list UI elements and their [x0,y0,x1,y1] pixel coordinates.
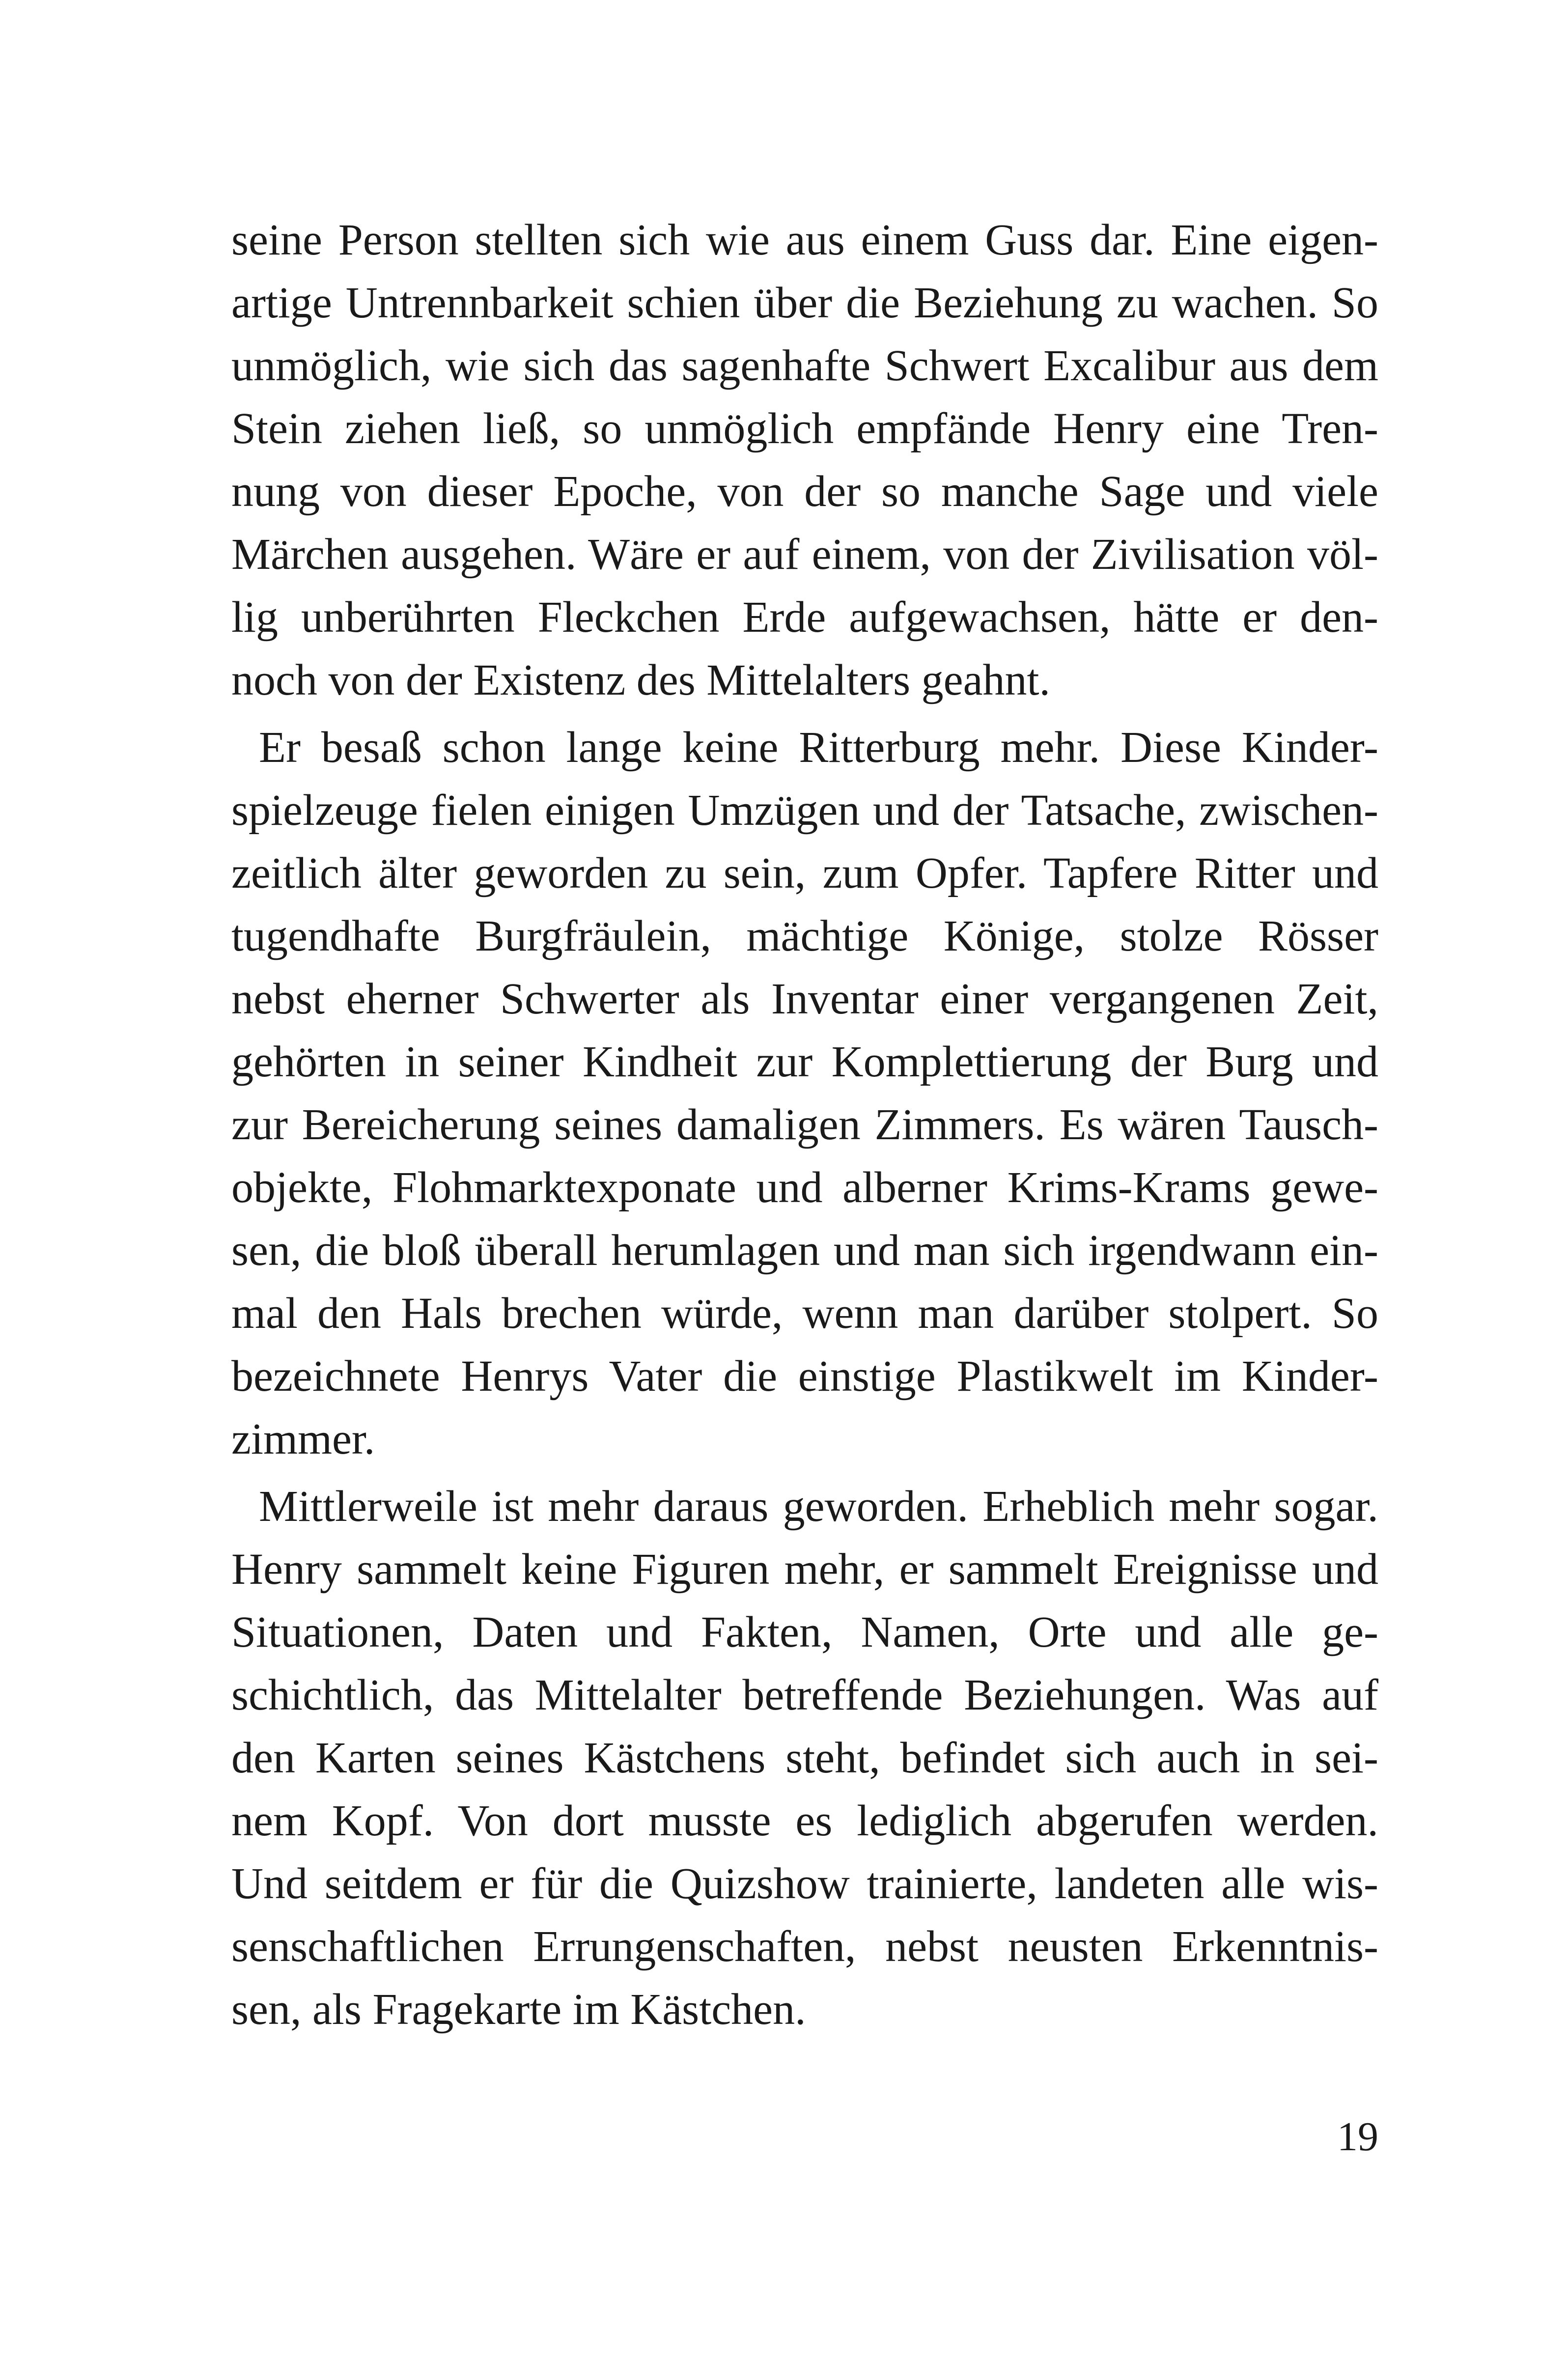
text-line: sen, als Fragekarte im Kästchen. [231,1985,806,2034]
text-line: artige Untrennbarkeit schien über die Beziehung zu wachen. So [231,279,1378,327]
text-line: zimmer. [231,1415,375,1463]
text-line: Mittlerweile ist mehr daraus geworden. Erheblich mehr sogar. [259,1482,1378,1531]
text-line: Märchen ausgehen. Wäre er auf einem, von der Zivilisation völ- [231,530,1378,579]
text-line: senschaftlichen Errungenschaften, nebst neusten Erkenntnis- [231,1922,1378,1971]
text-line: Er besaß schon lange keine Ritterburg mehr. Diese Kinder- [259,723,1378,772]
text-line: nung von dieser Epoche, von der so manche Sage und viele [231,467,1378,516]
text-line: objekte, Flohmarktexponate und alberner Krims-Krams gewe- [231,1163,1378,1212]
text-line: Situationen, Daten und Fakten, Namen, Orte und alle ge- [231,1608,1378,1656]
text-line: Und seitdem er für die Quizshow trainierte, landeten alle wis- [231,1859,1378,1908]
paragraph-spacer [231,712,1378,716]
text-line: zur Bereicherung seines damaligen Zimmers. Es wären Tausch- [231,1100,1378,1149]
text-line: noch von der Existenz des Mittelalters geahnt. [231,656,1051,704]
paragraph-spacer [231,1471,1378,1475]
text-line: unmöglich, wie sich das sagenhafte Schwert Excalibur aus dem [231,341,1378,390]
text-line: spielzeuge fielen einigen Umzügen und der Tatsache, zwischen- [231,786,1378,835]
text-line: nebst eherner Schwerter als Inventar einer vergangenen Zeit, [231,975,1378,1023]
paragraph-2 [231,716,1378,1471]
text-line: sen, die bloß überall herumlagen und man sich irgendwann ein- [231,1226,1378,1275]
body-text [231,209,1378,2041]
text-line: den Karten seines Kästchens steht, befindet sich auch in sei- [231,1734,1378,1782]
text-line: zeitlich älter geworden zu sein, zum Opfer. Tapfere Ritter und [231,849,1378,898]
text-line: tugendhafte Burgfräulein, mächtige Könige, stolze Rösser [231,912,1378,960]
text-line: gehörten in seiner Kindheit zur Komplettierung der Burg und [231,1038,1378,1086]
text-line: Stein ziehen ließ, so unmöglich empfände Henry eine Tren- [231,404,1378,453]
page-number: 19 [1337,2114,1378,2160]
text-line: bezeichnete Henrys Vater die einstige Plastikwelt im Kinder- [231,1352,1378,1401]
text-line: seine Person stellten sich wie aus einem Guss dar. Eine eigen- [231,216,1378,264]
paragraph-3 [231,1475,1378,2041]
text-line: schichtlich, das Mittelalter betreffende Beziehungen. Was auf [231,1671,1378,1719]
text-line: lig unberührten Fleckchen Erde aufgewachsen, hätte er den- [231,593,1378,642]
text-line: Henry sammelt keine Figuren mehr, er sammelt Ereignisse und [231,1545,1378,1594]
paragraph-1 [231,209,1378,712]
text-line: mal den Hals brechen würde, wenn man darüber stolpert. So [231,1289,1378,1338]
text-line: nem Kopf. Von dort musste es lediglich abgerufen werden. [231,1797,1378,1845]
